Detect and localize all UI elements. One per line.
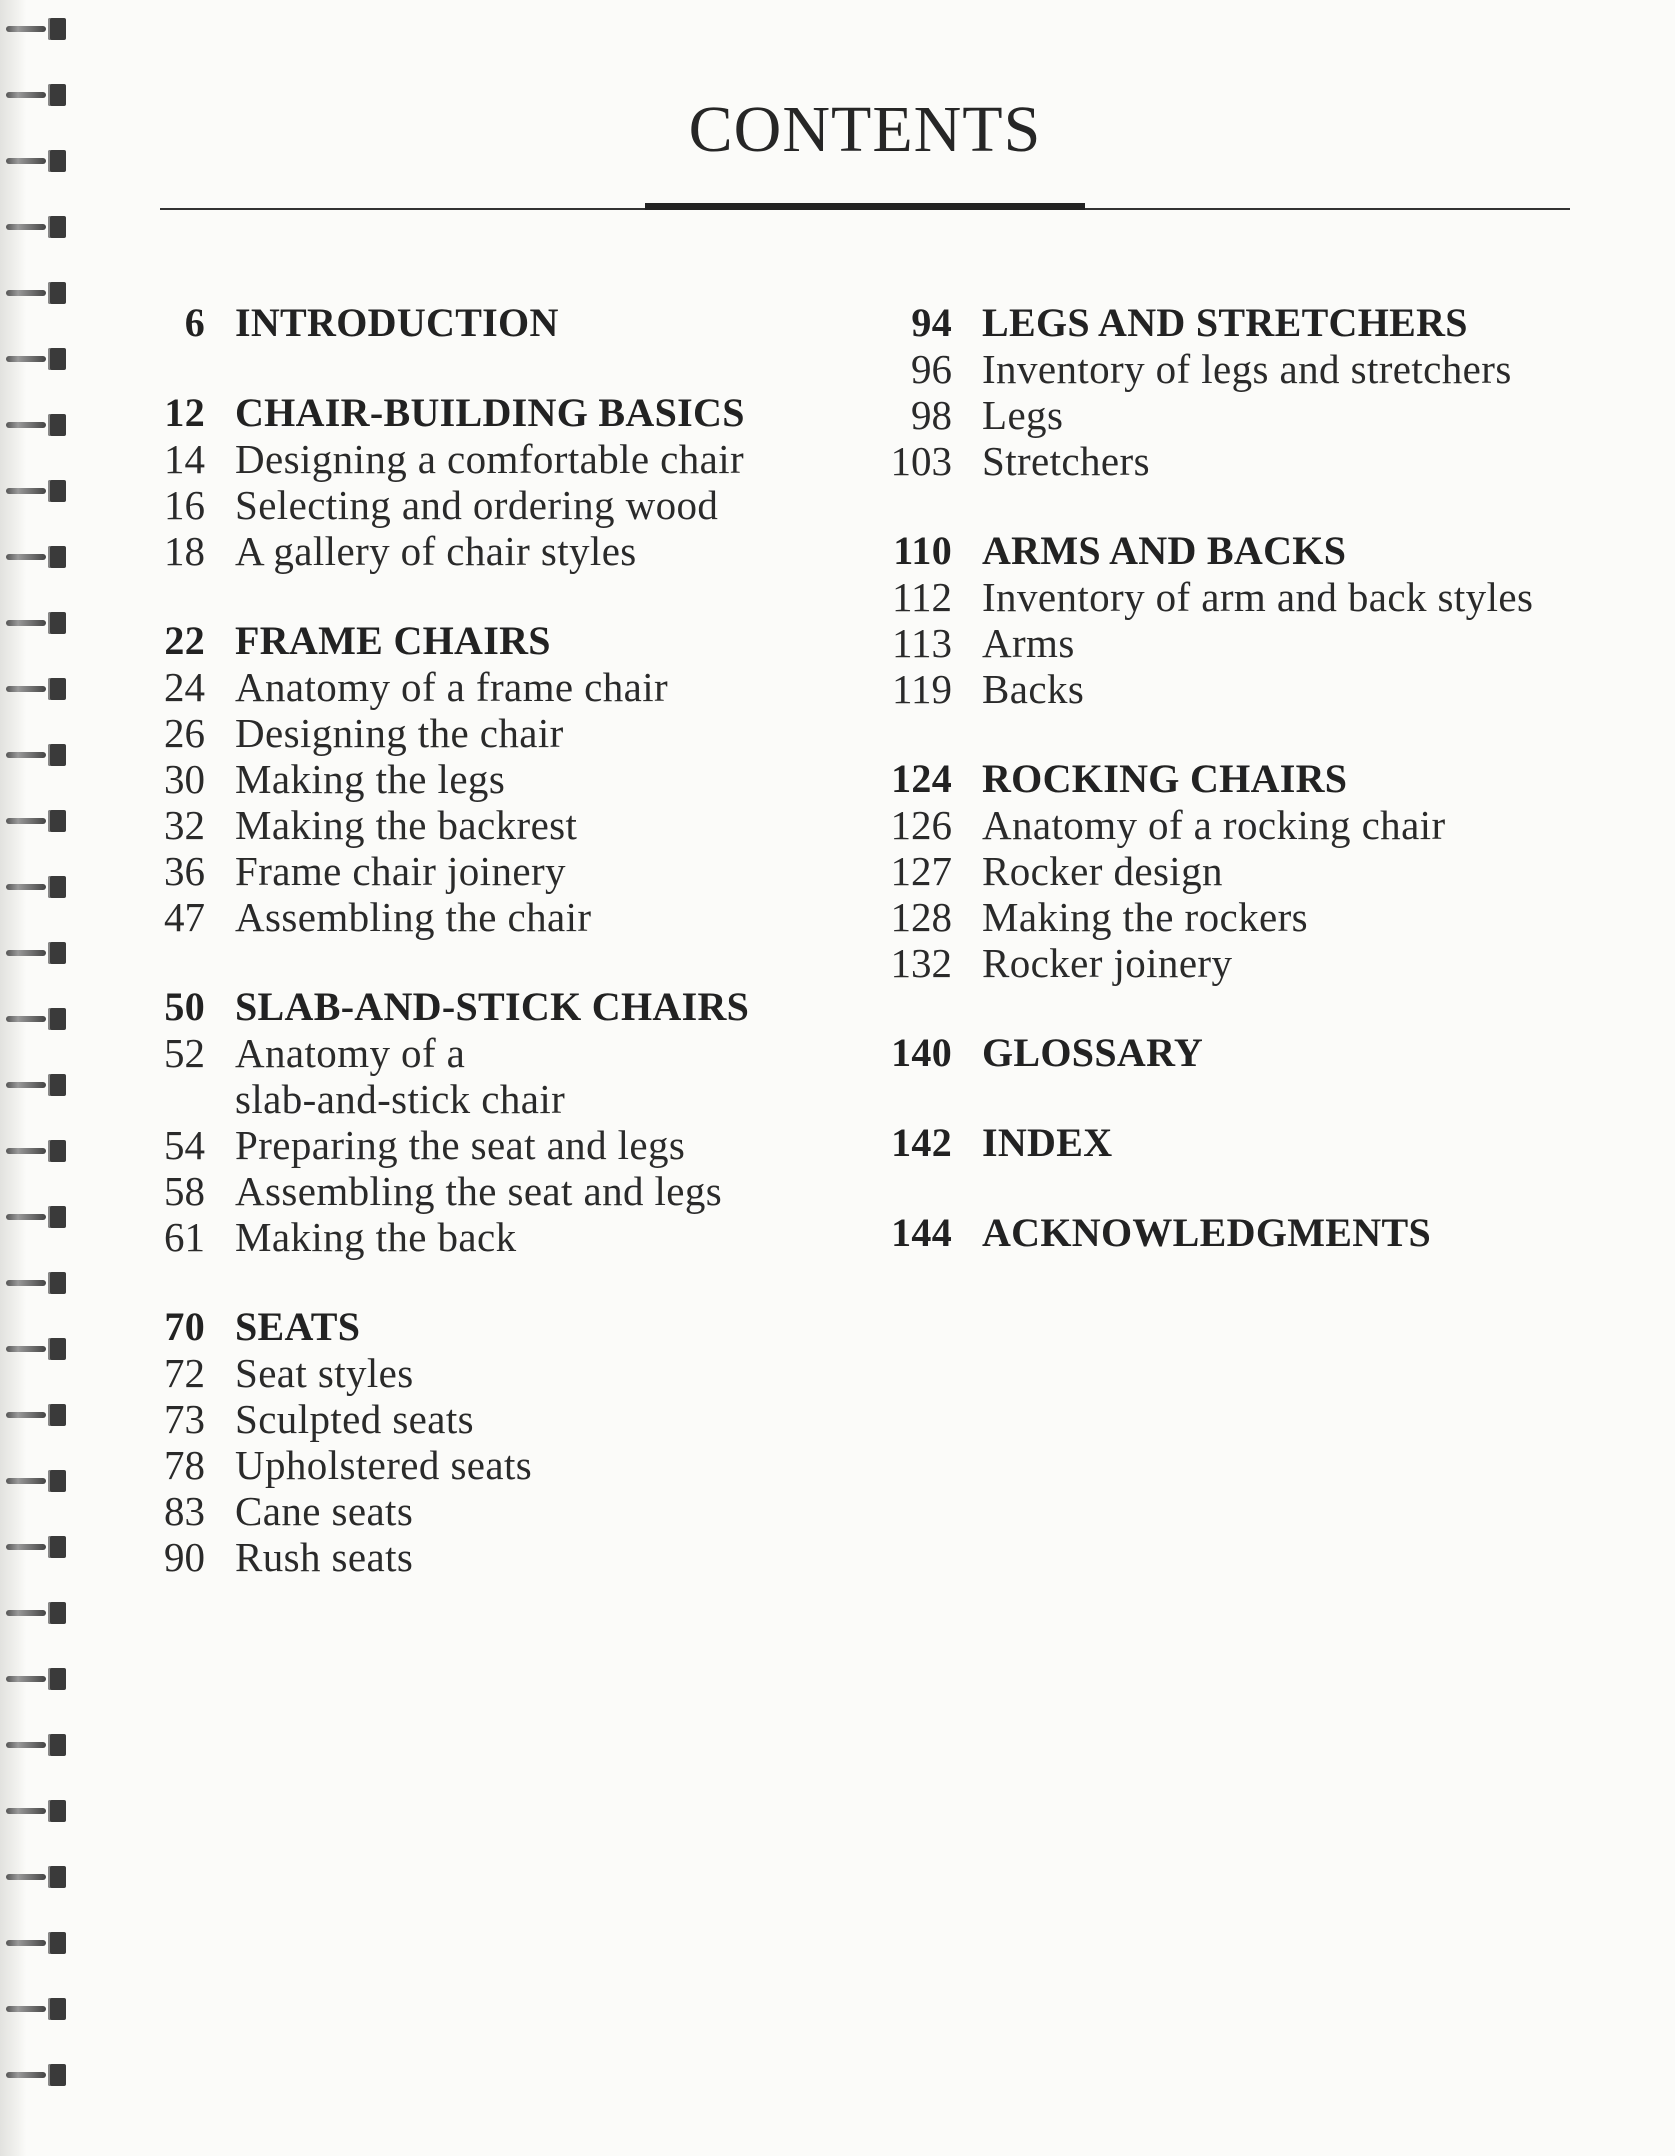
toc-entry[interactable] — [145, 1122, 845, 1168]
toc-heading-title: INDEX — [982, 1120, 1113, 1165]
toc-heading-title: LEGS AND STRETCHERS — [982, 300, 1468, 345]
toc-heading[interactable] — [145, 1304, 845, 1350]
binding-hole — [48, 1008, 66, 1030]
binding-loop — [6, 1136, 70, 1166]
toc-section — [145, 1304, 845, 1580]
toc-heading[interactable] — [145, 984, 845, 1030]
toc-heading-title: ARMS AND BACKS — [982, 528, 1347, 573]
binding-wire — [6, 1148, 46, 1154]
binding-wire — [6, 356, 46, 362]
toc-entry-title: Making the back — [235, 1214, 517, 1260]
toc-entry[interactable] — [880, 940, 1600, 986]
binding-wire — [6, 1940, 46, 1946]
toc-entry-page: 58 — [164, 1168, 205, 1214]
toc-entry-page: 78 — [164, 1442, 205, 1488]
toc-entry-page: 98 — [911, 392, 952, 438]
binding-loop — [6, 608, 70, 638]
binding-wire — [6, 752, 46, 758]
toc-entry-page: 112 — [892, 574, 952, 620]
toc-heading-page: 22 — [164, 618, 205, 663]
toc-entry-title: Rocker joinery — [982, 940, 1233, 986]
toc-entry[interactable] — [145, 710, 845, 756]
toc-entry-page: 24 — [164, 664, 205, 710]
toc-entry-page: 103 — [890, 438, 952, 484]
toc-entry-page: 126 — [890, 802, 952, 848]
binding-wire — [6, 1478, 46, 1484]
toc-entry-title: Sculpted seats — [235, 1396, 475, 1442]
toc-entry[interactable] — [880, 392, 1600, 438]
binding-loop — [6, 872, 70, 902]
toc-heading[interactable] — [145, 390, 845, 436]
toc-section — [880, 1120, 1600, 1166]
binding-hole — [48, 810, 66, 832]
binding-hole — [48, 348, 66, 370]
binding-hole — [48, 414, 66, 436]
toc-heading-page: 144 — [891, 1210, 952, 1255]
toc-section — [880, 300, 1600, 484]
binding-loop — [6, 1796, 70, 1826]
toc-entry-title: Designing the chair — [235, 710, 564, 756]
toc-entry-page: 72 — [164, 1350, 205, 1396]
toc-heading-page: 12 — [164, 390, 205, 435]
toc-entry-page: 14 — [164, 436, 205, 482]
toc-entry-title: Legs — [982, 392, 1064, 438]
toc-entry-page: 113 — [892, 620, 952, 666]
binding-hole — [48, 2064, 66, 2086]
toc-entry-page: 30 — [164, 756, 205, 802]
binding-loop — [6, 1928, 70, 1958]
binding-loop — [6, 938, 70, 968]
binding-hole — [48, 744, 66, 766]
binding-loop — [6, 278, 70, 308]
toc-entry-title: Rush seats — [235, 1534, 414, 1580]
toc-entry-title: Arms — [982, 620, 1075, 666]
toc-section — [880, 528, 1600, 712]
toc-section — [880, 1030, 1600, 1076]
binding-wire — [6, 488, 46, 494]
toc-heading-page: 140 — [891, 1030, 952, 1075]
toc-entry-page: 32 — [164, 802, 205, 848]
toc-entry[interactable] — [145, 1534, 845, 1580]
toc-entry[interactable] — [145, 528, 845, 574]
binding-loop — [6, 1070, 70, 1100]
toc-heading-title: INTRODUCTION — [235, 300, 559, 345]
binding-hole — [48, 1536, 66, 1558]
toc-entry-page: 127 — [890, 848, 952, 894]
binding-wire — [6, 2006, 46, 2012]
binding-hole — [48, 1140, 66, 1162]
toc-entry[interactable] — [880, 574, 1600, 620]
toc-heading-page: 94 — [911, 300, 952, 345]
binding-hole — [48, 1206, 66, 1228]
toc-heading[interactable] — [880, 528, 1600, 574]
toc-entry-page: 96 — [911, 346, 952, 392]
toc-entry-title: Making the backrest — [235, 802, 578, 848]
toc-heading[interactable] — [145, 300, 845, 346]
toc-heading-title: FRAME CHAIRS — [235, 618, 551, 663]
toc-left-column — [145, 300, 845, 1624]
binding-loop — [6, 1862, 70, 1892]
toc-entry-title: Anatomy of a — [235, 1030, 466, 1076]
binding-wire — [6, 224, 46, 230]
toc-entry-title: Selecting and ordering wood — [235, 482, 719, 528]
toc-entry-page: 128 — [890, 894, 952, 940]
toc-entry[interactable] — [145, 756, 845, 802]
toc-heading[interactable] — [880, 1210, 1600, 1256]
binding-hole — [48, 1734, 66, 1756]
toc-entry-title: Cane seats — [235, 1488, 414, 1534]
binding-hole — [48, 216, 66, 238]
binding-wire — [6, 1280, 46, 1286]
toc-entry-page: 54 — [164, 1122, 205, 1168]
toc-section — [145, 390, 845, 574]
toc-heading-title: ACKNOWLEDGMENTS — [982, 1210, 1431, 1255]
binding-wire — [6, 1346, 46, 1352]
toc-heading-page: 142 — [891, 1120, 952, 1165]
toc-entry-page: 18 — [164, 528, 205, 574]
binding-loop — [6, 344, 70, 374]
toc-section — [880, 756, 1600, 986]
binding-loop — [6, 14, 70, 44]
toc-section — [145, 618, 845, 940]
toc-entry[interactable] — [145, 1076, 845, 1122]
binding-loop — [6, 476, 70, 506]
toc-entry-title: Assembling the chair — [235, 894, 592, 940]
binding-hole — [48, 678, 66, 700]
binding-loop — [6, 1730, 70, 1760]
toc-entry-page: 52 — [164, 1030, 205, 1076]
binding-hole — [48, 1932, 66, 1954]
toc-entry[interactable] — [145, 1488, 845, 1534]
binding-hole — [48, 480, 66, 502]
toc-entry[interactable] — [145, 894, 845, 940]
toc-heading-page: 124 — [891, 756, 952, 801]
toc-entry-title: Inventory of arm and back styles — [982, 574, 1534, 620]
binding-wire — [6, 950, 46, 956]
toc-entry-title: Making the legs — [235, 756, 506, 802]
toc-entry-title: Designing a comfortable chair — [235, 436, 745, 482]
toc-entry[interactable] — [880, 620, 1600, 666]
toc-entry-title: Stretchers — [982, 438, 1150, 484]
toc-heading[interactable] — [145, 618, 845, 664]
binding-loop — [6, 1268, 70, 1298]
toc-entry-page: 36 — [164, 848, 205, 894]
binding-wire — [6, 686, 46, 692]
binding-loop — [6, 806, 70, 836]
spiral-binding — [0, 0, 78, 2156]
binding-wire — [6, 554, 46, 560]
binding-wire — [6, 1742, 46, 1748]
binding-hole — [48, 1272, 66, 1294]
toc-heading-page: 50 — [164, 984, 205, 1029]
binding-hole — [48, 1338, 66, 1360]
binding-hole — [48, 1866, 66, 1888]
toc-heading-title: SLAB-AND-STICK CHAIRS — [235, 984, 750, 1029]
binding-hole — [48, 1602, 66, 1624]
toc-entry-title: Upholstered seats — [235, 1442, 533, 1488]
binding-loop — [6, 212, 70, 242]
toc-entry[interactable] — [145, 1350, 845, 1396]
toc-entry-page: 83 — [164, 1488, 205, 1534]
binding-wire — [6, 1544, 46, 1550]
binding-loop — [6, 1334, 70, 1364]
page-title: CONTENTS — [688, 93, 1042, 166]
binding-loop — [6, 674, 70, 704]
toc-heading-page: 6 — [184, 300, 205, 345]
toc-entry-title: Inventory of legs and stretchers — [982, 346, 1512, 392]
toc-entry-title: Seat styles — [235, 1350, 414, 1396]
toc-entry-title: Rocker design — [982, 848, 1223, 894]
toc-entry-page: 73 — [164, 1396, 205, 1442]
toc-entry[interactable] — [145, 1030, 845, 1076]
binding-wire — [6, 26, 46, 32]
binding-hole — [48, 282, 66, 304]
toc-entry[interactable] — [880, 666, 1600, 712]
toc-entry[interactable] — [880, 802, 1600, 848]
binding-loop — [6, 1466, 70, 1496]
toc-entry-title: Preparing the seat and legs — [235, 1122, 686, 1168]
toc-entry-page: 47 — [164, 894, 205, 940]
binding-wire — [6, 2072, 46, 2078]
binding-wire — [6, 1808, 46, 1814]
binding-wire — [6, 422, 46, 428]
toc-entry-title: Anatomy of a rocking chair — [982, 802, 1446, 848]
binding-wire — [6, 1676, 46, 1682]
toc-heading[interactable] — [880, 300, 1600, 346]
binding-hole — [48, 1668, 66, 1690]
binding-loop — [6, 1202, 70, 1232]
binding-loop — [6, 2060, 70, 2090]
toc-heading[interactable] — [880, 1120, 1600, 1166]
toc-entry-title: slab-and-stick chair — [235, 1076, 566, 1122]
toc-entry[interactable] — [880, 848, 1600, 894]
binding-loop — [6, 1664, 70, 1694]
toc-entry-title: Frame chair joinery — [235, 848, 566, 894]
binding-wire — [6, 290, 46, 296]
binding-wire — [6, 1412, 46, 1418]
binding-loop — [6, 740, 70, 770]
toc-entry-title: Assembling the seat and legs — [235, 1168, 723, 1214]
toc-entry-page: 119 — [892, 666, 952, 712]
binding-wire — [6, 1214, 46, 1220]
binding-hole — [48, 18, 66, 40]
binding-loop — [6, 1994, 70, 2024]
toc-entry[interactable] — [145, 1442, 845, 1488]
toc-entry-page: 26 — [164, 710, 205, 756]
binding-wire — [6, 884, 46, 890]
toc-right-column — [880, 300, 1600, 1300]
toc-entry-title: A gallery of chair styles — [235, 528, 637, 574]
binding-loop — [6, 1004, 70, 1034]
toc-heading[interactable] — [880, 756, 1600, 802]
binding-hole — [48, 1800, 66, 1822]
binding-loop — [6, 410, 70, 440]
toc-heading[interactable] — [880, 1030, 1600, 1076]
binding-loop — [6, 1400, 70, 1430]
binding-wire — [6, 1610, 46, 1616]
binding-loop — [6, 1598, 70, 1628]
toc-entry-title: Making the rockers — [982, 894, 1308, 940]
binding-hole — [48, 546, 66, 568]
binding-hole — [48, 942, 66, 964]
binding-wire — [6, 1016, 46, 1022]
toc-entry[interactable] — [880, 894, 1600, 940]
toc-entry[interactable] — [145, 1168, 845, 1214]
toc-section — [145, 300, 845, 346]
binding-wire — [6, 620, 46, 626]
toc-entry-title: Backs — [982, 666, 1085, 712]
toc-entry[interactable] — [145, 664, 845, 710]
toc-section — [145, 984, 845, 1260]
toc-entry-page: 16 — [164, 482, 205, 528]
toc-entry[interactable] — [145, 1396, 845, 1442]
toc-heading-title: CHAIR-BUILDING BASICS — [235, 390, 745, 435]
toc-entry[interactable] — [880, 346, 1600, 392]
toc-heading-title: GLOSSARY — [982, 1030, 1204, 1075]
toc-entry-page: 61 — [164, 1214, 205, 1260]
toc-entry[interactable] — [145, 436, 845, 482]
toc-entry-page: 90 — [164, 1534, 205, 1580]
binding-wire — [6, 818, 46, 824]
toc-entry[interactable] — [145, 1214, 845, 1260]
toc-entry[interactable] — [145, 482, 845, 528]
toc-entry[interactable] — [880, 438, 1600, 484]
toc-entry[interactable] — [145, 848, 845, 894]
binding-hole — [48, 1470, 66, 1492]
binding-hole — [48, 612, 66, 634]
toc-heading-title: SEATS — [235, 1304, 361, 1349]
binding-hole — [48, 1074, 66, 1096]
binding-loop — [6, 542, 70, 572]
toc-heading-page: 70 — [164, 1304, 205, 1349]
title-rule-accent — [645, 203, 1085, 210]
binding-loop — [6, 1532, 70, 1562]
binding-wire — [6, 1874, 46, 1880]
toc-heading-page: 110 — [893, 528, 952, 573]
binding-wire — [6, 1082, 46, 1088]
toc-entry-page: 132 — [890, 940, 952, 986]
toc-entry-title: Anatomy of a frame chair — [235, 664, 669, 710]
binding-hole — [48, 876, 66, 898]
binding-hole — [48, 1998, 66, 2020]
binding-hole — [48, 1404, 66, 1426]
toc-entry[interactable] — [145, 802, 845, 848]
toc-heading-title: ROCKING CHAIRS — [982, 756, 1348, 801]
toc-section — [880, 1210, 1600, 1256]
